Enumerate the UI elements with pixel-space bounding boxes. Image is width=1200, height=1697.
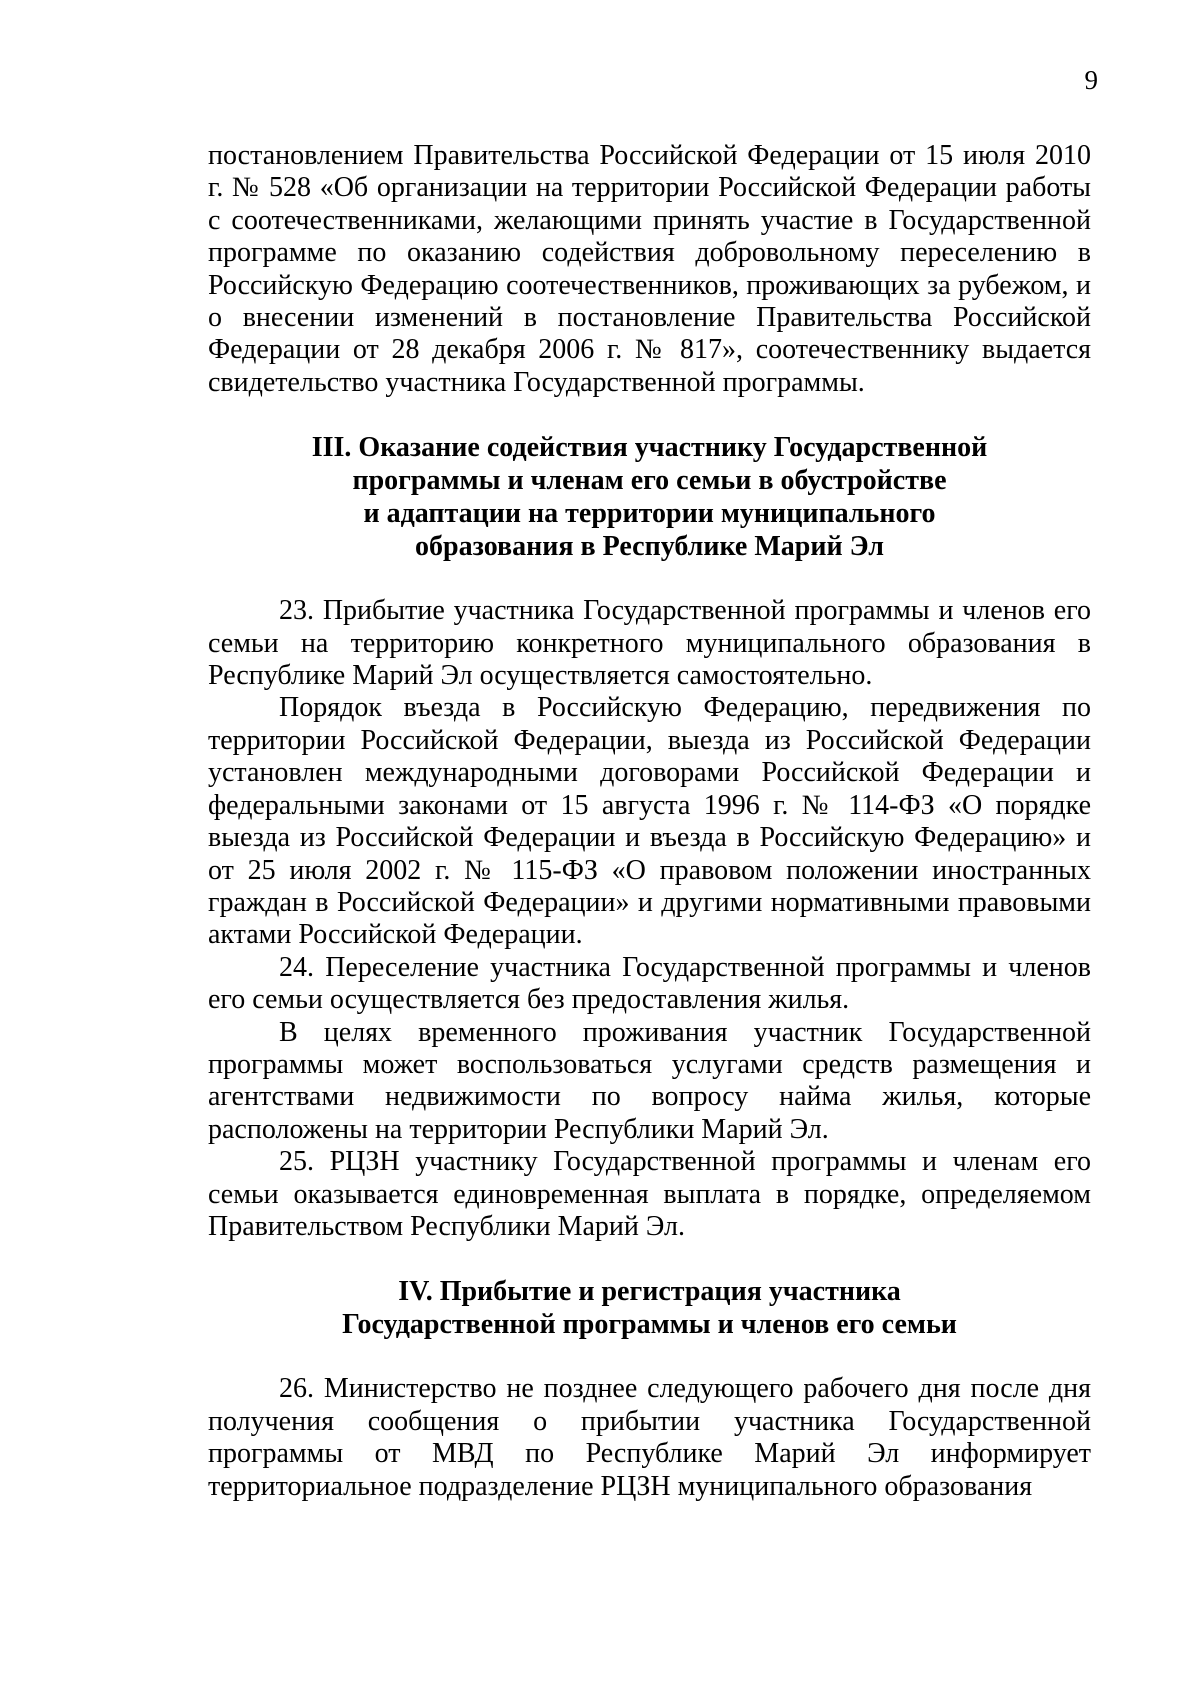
spacer <box>208 1341 1091 1373</box>
section-4-heading-line: Государственной программы и членов его семьи <box>342 1309 957 1341</box>
paragraph-temporary-housing: В целях временного проживания участник Государственной программы может воспользоваться услугами средств размещения и агентствами недвижимости по вопросу найма жилья, которые расположены на территории Республики Марий Эл. <box>208 1016 1091 1145</box>
document-body <box>208 140 1091 1503</box>
section-4-heading-line: IV. Прибытие и регистрация участника <box>398 1276 901 1308</box>
paragraph-25: 25. РЦЗН участнику Государственной программы и членам его семьи оказывается единовременная выплата в порядке, определяемом Правительством Республики Марий Эл. <box>208 1146 1091 1242</box>
paragraph-24: 24. Переселение участника Государственной программы и членов его семьи осуществляется без предоставления жилья. <box>208 951 1091 1016</box>
section-3-heading-line: образования в Республике Марий Эл <box>415 531 884 563</box>
spacer <box>208 399 1091 431</box>
section-3-heading-line: и адаптации на территории муниципального <box>363 498 936 530</box>
paragraph-26: 26. Министерство не позднее следующего рабочего дня после дня получения сообщения о прибытии участника Государственной программы от МВД по Республике Марий Эл информирует территориальное подразделение РЦЗН муниципального образования <box>208 1373 1091 1502</box>
section-4-heading <box>208 1275 1091 1341</box>
paragraph-entry-procedure: Порядок въезда в Российскую Федерацию, передвижения по территории Российской Федерации, выезда из Российской Федерации установлен международными договорами Российской Федерации и федеральными законами от 15 августа 1996 г. № 114-ФЗ «О порядке выезда из Российской Федерации и въезда в Российскую Федерацию» и от 25 июля 2002 г. № 115-ФЗ «О правовом положении иностранных граждан в Российской Федерации» и другими нормативными правовыми актами Российской Федерации. <box>208 692 1091 951</box>
page-number: 9 <box>1084 65 1098 95</box>
intro-paragraph: постановлением Правительства Российской Федерации от 15 июля 2010 г. № 528 «Об организации на территории Российской Федерации работы с соотечественниками, желающими принять участие в Государственной программе по оказанию содействия добровольному переселению в Российскую Федерацию соотечественников, проживающих за рубежом, и о внесении изменений в постановление Правительства Российской Федерации от 28 декабря 2006 г. № 817», соотечественнику выдается свидетельство участника Государственной программы. <box>208 140 1091 398</box>
section-3-heading-line: III. Оказание содействия участнику Государственной <box>311 432 988 464</box>
section-3-heading <box>208 431 1091 563</box>
paragraph-23: 23. Прибытие участника Государственной программы и членов его семьи на территорию конкретного муниципального образования в Республике Марий Эл осуществляется самостоятельно. <box>208 595 1091 692</box>
spacer <box>208 1243 1091 1275</box>
section-3-heading-line: программы и членам его семьи в обустройстве <box>352 465 947 497</box>
spacer <box>208 563 1091 595</box>
